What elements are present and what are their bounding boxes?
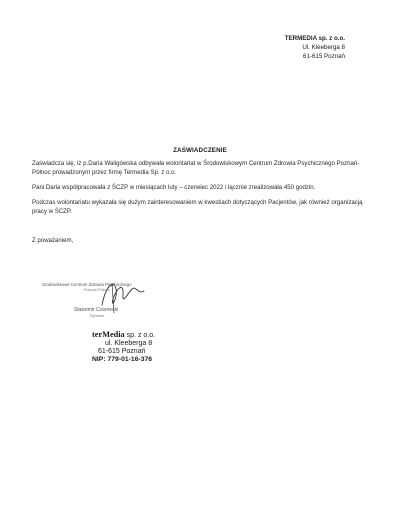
stamp-company-name-line	[92, 332, 155, 339]
paragraph-hours: Pani Daria współpracowała z ŚCZP w miesiącach luty – czerwiec 2022 i łącznie zrealizowała 450 godzin.	[32, 184, 316, 191]
stamp-company-brand: terMedia	[92, 330, 125, 339]
sender-address-block	[285, 34, 345, 61]
stamp-centre-name	[42, 282, 132, 292]
stamp-company-nip: NIP: 779-01-16-376	[92, 356, 153, 363]
paragraph-evaluation: Podczas wolontariatu wykazała się dużym zainteresowaniem w kwestiach dotyczących Pacjentów, jak również organizacją pracy w ŚCZP.	[32, 199, 363, 215]
stamp-director-role: Dyrektor	[90, 314, 105, 318]
stamp-centre-line2: Poznań-Północ	[84, 288, 110, 292]
stamp-director-name: Sławomir Czarnecki	[74, 307, 119, 313]
stamp-centre-line1: Środowiskowe Centrum Zdrowia Psychicznego	[42, 282, 132, 287]
sender-company-name: TERMEDIA sp. z o.o.	[284, 35, 345, 42]
paragraph-volunteer-statement: Zaświadcza się, iż p.Daria Waligówska odbywała wolontariat w Środowiskowym Centrum Zdrowia Psychicznego Poznań-Północ prowadzonym przez firmę Termedia Sp. z o.o.	[32, 160, 360, 176]
sender-street: Ul. Kleeberga 8	[302, 44, 345, 51]
closing-salutation: Z poważaniem,	[32, 237, 74, 244]
document-title: ZAŚWIADCZENIE	[173, 147, 227, 154]
stamp-company	[92, 331, 155, 364]
sender-city: 61-615 Poznań	[303, 53, 345, 60]
stamp-company-suffix: sp. z o.o.	[124, 332, 156, 339]
stamp-company-street: ul. Kleeberga 8	[105, 340, 153, 347]
stamp-company-city: 61-615 Poznań	[98, 348, 146, 355]
stamp-director	[74, 307, 118, 318]
